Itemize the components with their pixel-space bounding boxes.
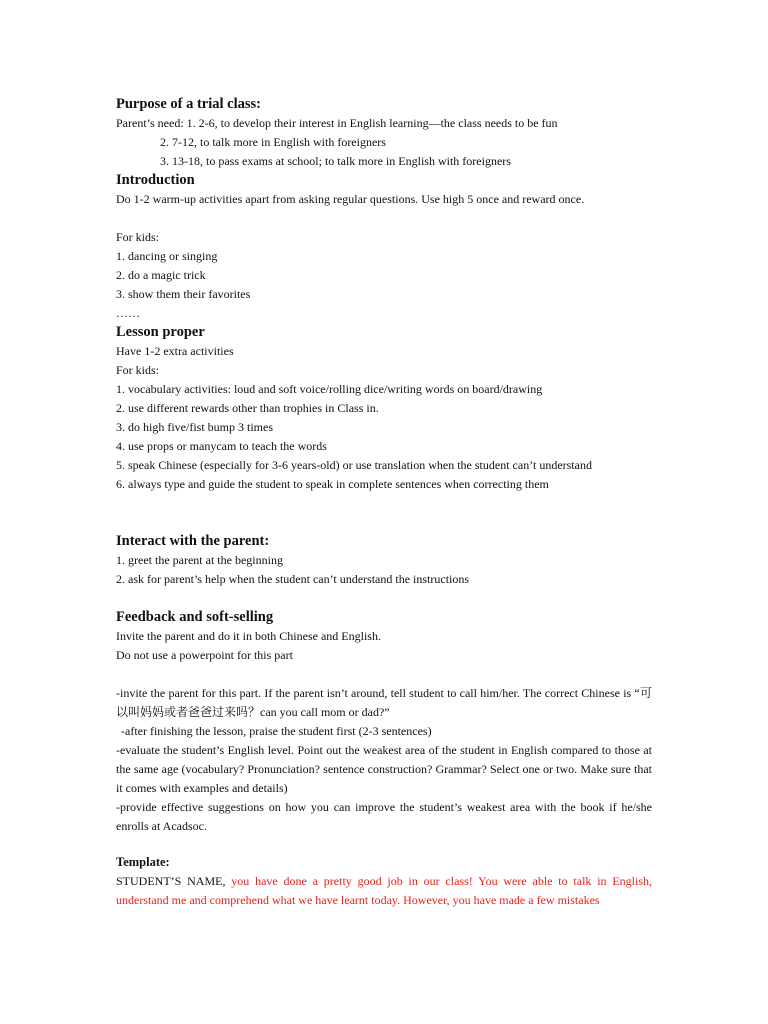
- purpose-line-1: Parent’s need: 1. 2-6, to develop their interest in English learning—the class needs to be fun: [116, 116, 558, 130]
- feedback-paragraph-3: -evaluate the student’s English level. Point out the weakest area of the student in English compared to those at the same age (vocabulary? Pronunciation? sentence construction? Grammar? Select one or two. Make sure that it comes with examples and details): [116, 743, 652, 795]
- parent-line-2: 2. ask for parent’s help when the student can’t understand the instructions: [116, 572, 470, 586]
- lesson-line-8: 6. always type and guide the student to speak in complete sentences when correcting them: [116, 477, 549, 491]
- feedback-line-1: Invite the parent and do it in both Chinese and English.: [116, 629, 381, 643]
- feedback-section: [116, 608, 652, 836]
- parent-section: [116, 532, 652, 589]
- lesson-line-2: For kids:: [116, 363, 160, 377]
- feedback-paragraph-2: -after finishing the lesson, praise the student first (2-3 sentences): [121, 724, 432, 738]
- template-section: [116, 853, 652, 910]
- introduction-line-4: 2. do a magic trick: [116, 268, 206, 282]
- purpose-heading: Purpose of a trial class:: [116, 96, 261, 112]
- introduction-heading: Introduction: [116, 172, 195, 188]
- feedback-paragraph-1: -invite the parent for this part. If the parent isn’t around, tell student to call him/her. The correct Chinese is “可以叫妈妈或者爸爸过来吗？can you call mom or dad?”: [116, 686, 652, 719]
- student-name-placeholder: STUDENT’S NAME,: [116, 874, 226, 888]
- template-text: [116, 872, 652, 910]
- purpose-line-2: 2. 7-12, to talk more in English with foreigners: [160, 135, 386, 149]
- template-red-text: you have done a pretty good job in our class! You were able to talk in English, understand me and comprehend what we have learnt today. However, you have made a few mistakes: [116, 874, 653, 907]
- introduction-line-6: ……: [116, 306, 140, 320]
- purpose-line-3: 3. 13-18, to pass exams at school; to talk more in English with foreigners: [160, 154, 511, 168]
- lesson-section: [116, 323, 652, 494]
- feedback-heading: Feedback and soft-selling: [116, 609, 274, 625]
- introduction-section: [116, 171, 652, 323]
- blank-line: [116, 209, 652, 228]
- lesson-line-7: 5. speak Chinese (especially for 3-6 years-old) or use translation when the student can’t understand: [116, 458, 592, 472]
- parent-heading: Interact with the parent:: [116, 533, 270, 549]
- feedback-paragraph-4: -provide effective suggestions on how you can improve the student’s weakest area with the book if he/she enrolls at Acadsoc.: [116, 800, 652, 833]
- lesson-line-3: 1. vocabulary activities: loud and soft voice/rolling dice/writing words on board/drawing: [116, 382, 543, 396]
- template-label: Template:: [116, 855, 170, 869]
- lesson-heading: Lesson proper: [116, 324, 205, 340]
- lesson-line-4: 2. use different rewards other than trophies in Class in.: [116, 401, 379, 415]
- introduction-line-1: Do 1-2 warm-up activities apart from asking regular questions. Use high 5 once and reward once.: [116, 192, 585, 206]
- introduction-line-5: 3. show them their favorites: [116, 287, 251, 301]
- introduction-line-2: For kids:: [116, 230, 160, 244]
- feedback-line-2: Do not use a powerpoint for this part: [116, 648, 293, 662]
- blank-line: [116, 665, 652, 684]
- parent-line-1: 1. greet the parent at the beginning: [116, 553, 283, 567]
- introduction-line-3: 1. dancing or singing: [116, 249, 218, 263]
- lesson-line-6: 4. use props or manycam to teach the words: [116, 439, 327, 453]
- purpose-section: [116, 95, 652, 171]
- lesson-line-5: 3. do high five/fist bump 3 times: [116, 420, 273, 434]
- lesson-line-1: Have 1-2 extra activities: [116, 344, 234, 358]
